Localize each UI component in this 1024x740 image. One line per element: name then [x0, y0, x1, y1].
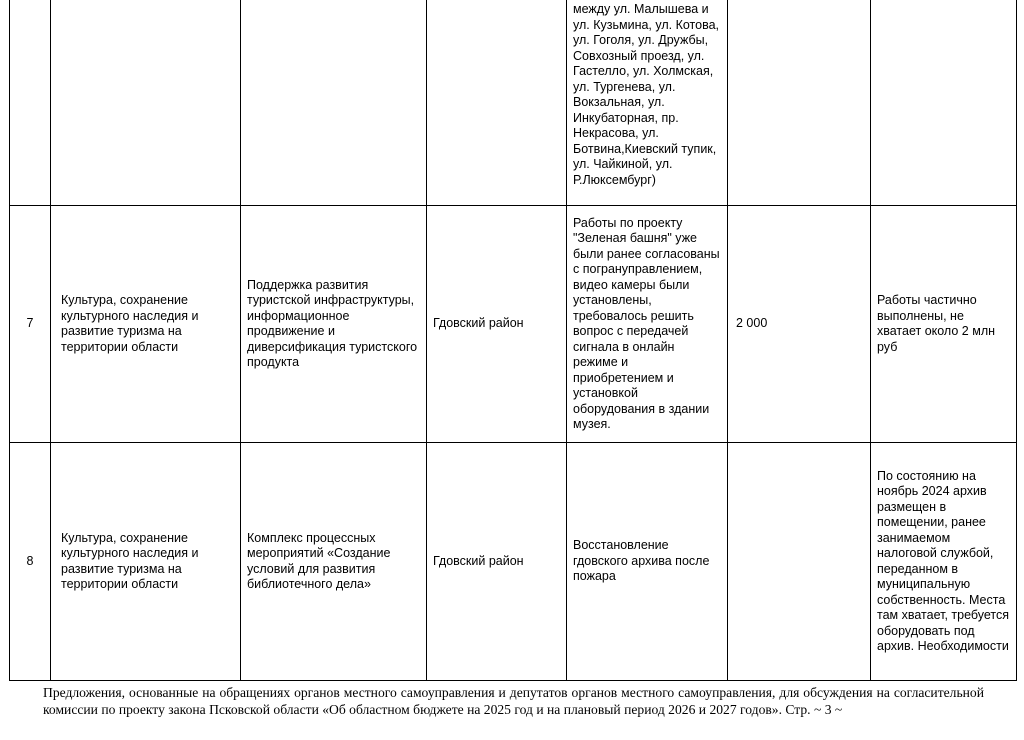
cell-program: Комплекс процессных мероприятий «Создание условий для развития библиотечного дела»: [241, 443, 427, 681]
cell-amount: [728, 443, 871, 681]
cell-amount: 2 000: [728, 206, 871, 443]
cell-note: Работы частично выполнены, не хватает около 2 млн руб: [871, 206, 1017, 443]
cell-district: Гдовский район: [427, 206, 567, 443]
cell-sphere: [51, 0, 241, 206]
cell-number: 8: [10, 443, 51, 681]
table-row-8: [10, 443, 1017, 681]
cell-sphere: Культура, сохранение культурного наследия и развитие туризма на территории области: [51, 206, 241, 443]
cell-number: 7: [10, 206, 51, 443]
cell-program: [241, 0, 427, 206]
cell-amount: [728, 0, 871, 206]
cell-description: между ул. Малышева и ул. Кузьмина, ул. Котова, ул. Гоголя, ул. Дружбы, Совхозный проезд, ул. Гастелло, ул. Холмская, ул. Тургенева, ул. Вокзальная, ул. Инкубаторная, пр. Некрасова, ул. Ботвина,Киевский тупик, ул. Чайкиной, ул. Р.Люксембург): [567, 0, 728, 206]
cell-note: [871, 0, 1017, 206]
cell-district: [427, 0, 567, 206]
table-row-continuation: [10, 0, 1017, 206]
cell-description: Восстановление гдовского архива после пожара: [567, 443, 728, 681]
cell-program: Поддержка развития туристской инфраструктуры, информационное продвижение и диверсификация туристского продукта: [241, 206, 427, 443]
cell-sphere: Культура, сохранение культурного наследия и развитие туризма на территории области: [51, 443, 241, 681]
cell-district: Гдовский район: [427, 443, 567, 681]
proposals-table: [9, 0, 1017, 681]
cell-number: [10, 0, 51, 206]
cell-description: Работы по проекту "Зеленая башня" уже были ранее согласованы с погрануправлением, видео камеры были установлены, требовалось решить вопрос с передачей сигнала в онлайн режиме и приобретением и установкой оборудования в здании музея.: [567, 206, 728, 443]
table-row-7: [10, 206, 1017, 443]
cell-note: По состоянию на ноябрь 2024 архив размещен в помещении, ранее занимаемом налоговой службой, переданном в муниципальную собственность. Места там хватает, требуется оборудовать под архив. Необходимости: [871, 443, 1017, 681]
page-footer: Предложения, основанные на обращениях органов местного самоуправления и депутатов органов местного самоуправления, для обсуждения на согласительной комиссии по проекту закона Псковской области «Об областном бюджете на 2025 год и на плановый период 2026 и 2027 годов». Стр. ~ 3 ~: [43, 685, 984, 717]
